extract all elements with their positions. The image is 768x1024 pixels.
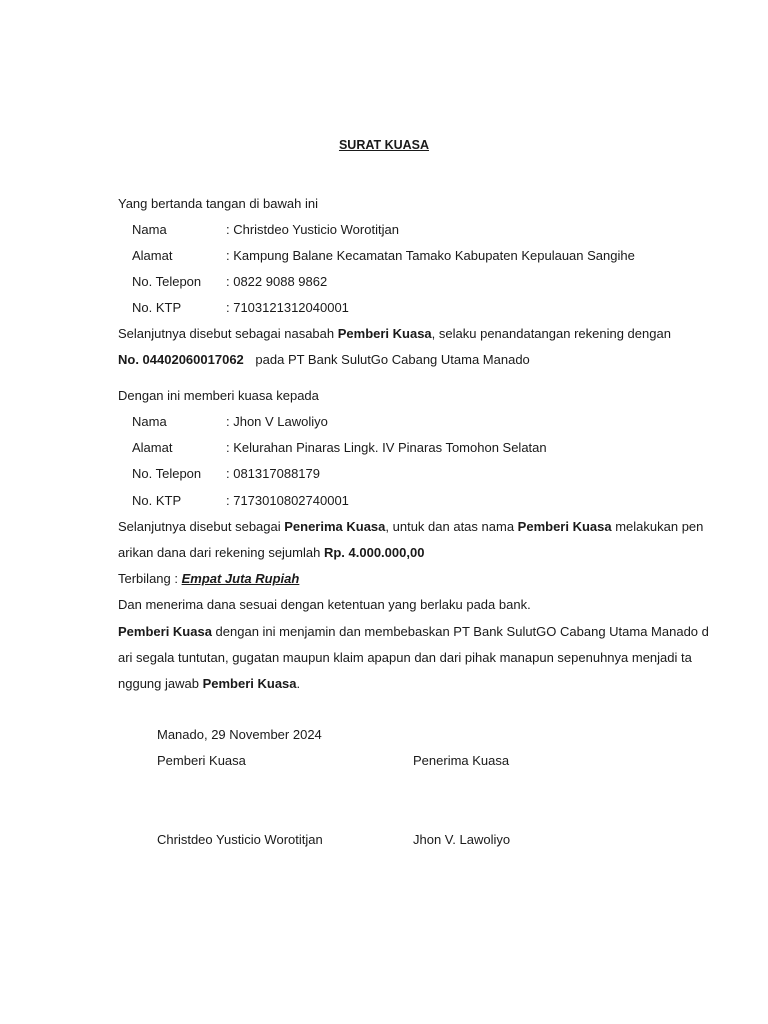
terbilang-line [118, 571, 299, 586]
terbilang-value: Empat Juta Rupiah [181, 571, 300, 586]
giver-name-value: : Christdeo Yusticio Worotitjan [226, 222, 399, 237]
giver-address-value: : Kampung Balane Kecamatan Tamako Kabupaten Kepulauan Sangihe [226, 248, 635, 263]
paragraph-4-line-1-rest: dengan ini menjamin dan membebaskan PT Bank SulutGO Cabang Utama Manado d [211, 624, 709, 639]
paragraph-4-line-2: ari segala tuntutan, gugatan maupun klaim apapun dan dari pihak manapun sepenuhnya menjadi ta [118, 650, 692, 665]
receiver-phone-value: : 081317088179 [226, 466, 320, 481]
paragraph-4-line-3 [118, 676, 300, 691]
receiver-role-label: Penerima Kuasa [413, 753, 510, 768]
giver-phone-value: : 0822 9088 9862 [226, 274, 328, 289]
giver-signature-name: Christdeo Yusticio Worotitjan [157, 832, 323, 847]
receiver-address-value: : Kelurahan Pinaras Lingk. IV Pinaras Tomohon Selatan [226, 440, 547, 455]
paragraph-1 [118, 326, 671, 341]
paragraph-2-pre: Selanjutnya disebut sebagai [118, 519, 285, 534]
giver-name-label: Nama [132, 222, 167, 237]
paragraph-1-post: , selaku penandatangan rekening dengan [431, 326, 671, 341]
receiver-signature-name: Jhon V. Lawoliyo [413, 832, 511, 847]
paragraph-1-pre: Selanjutnya disebut sebagai nasabah [118, 326, 338, 341]
paragraph-2-bold-2: Pemberi Kuasa [517, 519, 612, 534]
paragraph-4-line-3-post: . [296, 676, 301, 691]
receiver-ktp-value: : 7173010802740001 [226, 493, 349, 508]
paragraph-2-line-2-pre: arikan dana dari rekening sejumlah [118, 545, 324, 560]
paragraph-4-line-3-pre: nggung jawab [118, 676, 203, 691]
place-date: Manado, 29 November 2024 [157, 727, 322, 742]
paragraph-2-line-1 [118, 519, 703, 534]
paragraph-1-bold: Pemberi Kuasa [337, 326, 432, 341]
paragraph-2-bold-1: Penerima Kuasa [284, 519, 386, 534]
document-title: SURAT KUASA [338, 138, 430, 152]
receiver-phone-label: No. Telepon [132, 466, 202, 481]
intro-text: Yang bertanda tangan di bawah ini [118, 196, 318, 211]
giver-ktp-label: No. KTP [132, 300, 182, 315]
amount: Rp. 4.000.000,00 [323, 545, 425, 560]
paragraph-4-line-3-bold: Pemberi Kuasa [202, 676, 297, 691]
account-number: No. 04402060017062 [118, 352, 244, 367]
paragraph-2-line-2 [118, 545, 424, 560]
giver-phone-label: No. Telepon [132, 274, 202, 289]
account-line [118, 352, 530, 367]
terbilang-label: Terbilang : [118, 571, 182, 586]
receiver-name-label: Nama [132, 414, 167, 429]
paragraph-4-bold: Pemberi Kuasa [118, 624, 212, 639]
giver-role-label: Pemberi Kuasa [157, 753, 246, 768]
paragraph-2-mid: , untuk dan atas nama [385, 519, 518, 534]
receiver-address-label: Alamat [132, 440, 173, 455]
paragraph-3: Dan menerima dana sesuai dengan ketentuan yang berlaku pada bank. [118, 597, 531, 612]
receiver-ktp-label: No. KTP [132, 493, 182, 508]
intro-2-text: Dengan ini memberi kuasa kepada [118, 388, 319, 403]
receiver-name-value: : Jhon V Lawoliyo [226, 414, 328, 429]
giver-address-label: Alamat [132, 248, 173, 263]
account-rest: pada PT Bank SulutGo Cabang Utama Manado [255, 352, 530, 367]
giver-ktp-value: : 7103121312040001 [226, 300, 349, 315]
paragraph-4-line-1 [118, 624, 709, 639]
paragraph-2-post: melakukan pen [611, 519, 704, 534]
